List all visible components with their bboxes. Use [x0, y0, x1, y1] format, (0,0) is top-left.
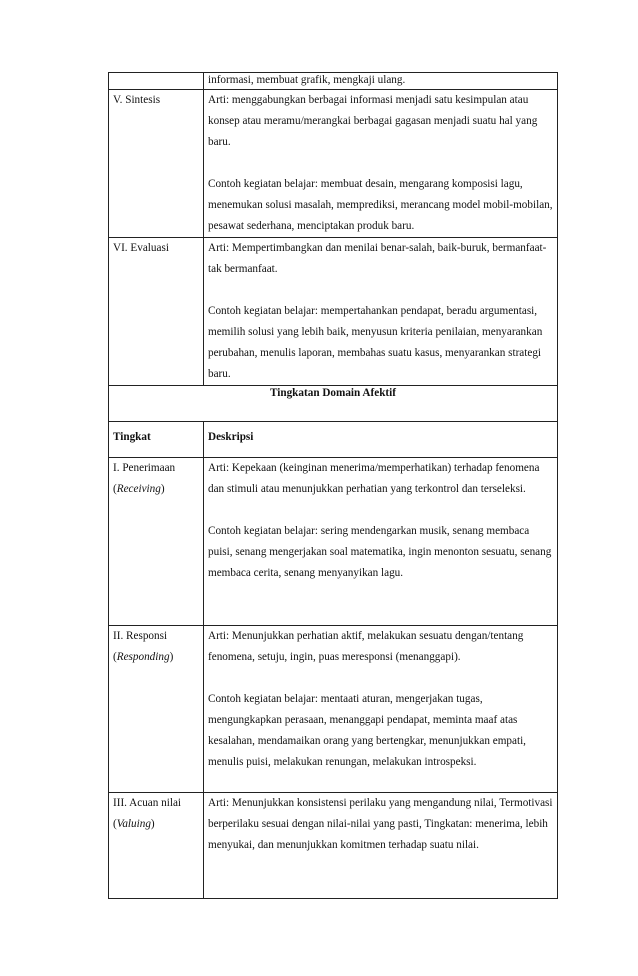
english-term: Valuing: [116, 818, 151, 830]
tingkat-cell: [109, 793, 204, 899]
header-deskripsi: Deskripsi: [204, 422, 558, 458]
deskripsi-cell: [204, 90, 558, 238]
arti-text: Arti: Mempertimbangkan dan menilai benar-salah, baik-buruk, bermanfaat-tak bermanfaat.: [208, 242, 547, 275]
tingkat-cell: [109, 626, 204, 793]
contoh-text: Contoh kegiatan belajar: sering mendengarkan musik, senang membaca puisi, senang mengerjakan soal matematika, ingin menonton sesuatu, senang membaca cerita, senang menyanyikan lagu.: [208, 525, 552, 579]
taxonomy-table: [108, 72, 558, 899]
table-row: [109, 238, 558, 386]
tingkat-label: II. Responsi: [113, 630, 168, 642]
deskripsi-cell: [204, 458, 558, 626]
section-title-row: [109, 386, 558, 422]
tingkat-english: (Valuing): [113, 818, 155, 830]
header-row: [109, 422, 558, 458]
table-row: [109, 626, 558, 793]
tingkat-label: I. Penerimaan: [113, 462, 176, 474]
table-row: [109, 458, 558, 626]
arti-text: Arti: menggabungkan berbagai informasi menjadi satu kesimpulan atau konsep atau meramu/merangkai berbagai gagasan menjadi suatu hal yang baru.: [208, 94, 538, 148]
arti-text: Arti: Menunjukkan perhatian aktif, melakukan sesuatu dengan/tentang fenomena, setuju, ingin, puas meresponsi (menanggapi).: [208, 630, 524, 663]
deskripsi-cell: [204, 238, 558, 386]
tingkat-cell: [109, 73, 204, 90]
table-row: [109, 73, 558, 90]
tingkat-english: (Responding): [113, 651, 174, 663]
table-row: [109, 90, 558, 238]
deskripsi-cell: [204, 73, 558, 90]
header-tingkat: Tingkat: [109, 422, 204, 458]
english-term: Receiving: [116, 483, 161, 495]
tingkat-cell: V. Sintesis: [109, 90, 204, 238]
arti-text: informasi, membuat grafik, mengkaji ulang.: [208, 74, 406, 86]
arti-text: Arti: Kepekaan (keinginan menerima/memperhatikan) terhadap fenomena dan stimuli atau menunjukkan perhatian yang terkontrol dan terseleksi.: [208, 462, 540, 495]
deskripsi-cell: [204, 626, 558, 793]
contoh-text: Contoh kegiatan belajar: membuat desain, mengarang komposisi lagu, menemukan solusi masalah, memprediksi, merancang model mobil-mobilan, pesawat sederhana, menciptakan produk baru.: [208, 178, 553, 232]
tingkat-label: III. Acuan nilai: [113, 797, 182, 809]
deskripsi-cell: [204, 793, 558, 899]
table-row: [109, 793, 558, 899]
english-term: Responding: [116, 651, 170, 663]
section-title: Tingkatan Domain Afektif: [109, 386, 558, 422]
contoh-text: Contoh kegiatan belajar: mempertahankan pendapat, beradu argumentasi, memilih solusi yang lebih baik, menyusun kriteria penilaian, menyarankan perubahan, menulis laporan, membahas suatu kasus, menyarankan strategi baru.: [208, 305, 543, 380]
contoh-text: Contoh kegiatan belajar: mentaati aturan, mengerjakan tugas, mengungkapkan perasaan, menanggapi pendapat, meminta maaf atas kesalahan, mendamaikan orang yang bertengkar, menunjukkan empati, menulis puisi, melakukan renungan, melakukan introspeksi.: [208, 693, 526, 768]
tingkat-cell: [109, 458, 204, 626]
tingkat-cell: VI. Evaluasi: [109, 238, 204, 386]
tingkat-english: (Receiving): [113, 483, 165, 495]
arti-text: Arti: Menunjukkan konsistensi perilaku yang mengandung nilai, Termotivasi berperilaku sesuai dengan nilai-nilai yang pasti, Tingkatan: menerima, lebih menyukai, dan menunjukkan komitmen terhadap suatu nilai.: [208, 797, 553, 851]
